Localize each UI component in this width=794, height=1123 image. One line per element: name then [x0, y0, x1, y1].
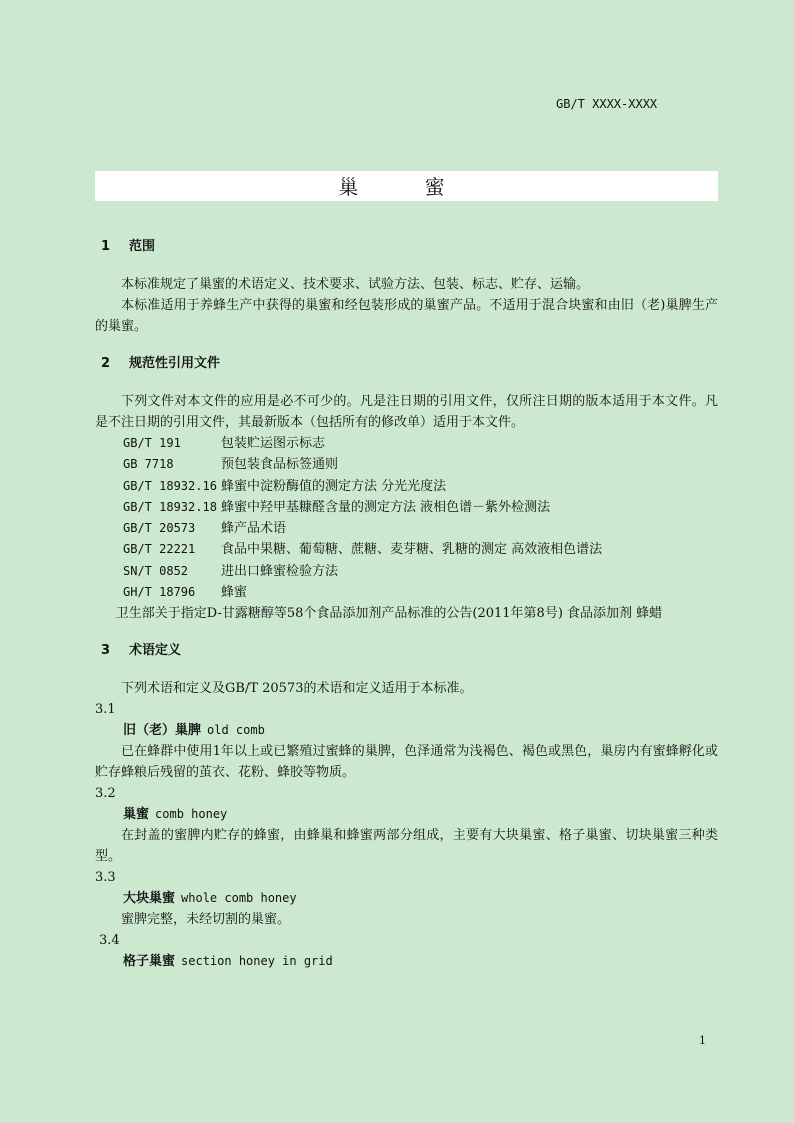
- term-title: [95, 951, 718, 972]
- term-definition: 已在蜂群中使用1年以上或已繁殖过蜜蜂的巢脾，色泽通常为浅褐色、褐色或黑色，巢房内有蜜蜂孵化或贮存蜂粮后残留的茧衣、花粉、蜂胶等物质。: [95, 744, 718, 781]
- paragraph: 本标准规定了巢蜜的术语定义、技术要求、试验方法、包装、标志、贮存、运输。: [121, 277, 590, 292]
- reference-name: 食品中果糖、葡萄糖、蔗糖、麦芽糖、乳糖的测定 高效液相色谱法: [221, 542, 603, 558]
- term-cn: 大块巢蜜: [123, 891, 176, 907]
- reference-name: 预包装食品标签通则: [221, 457, 339, 473]
- reference-item: [95, 518, 718, 539]
- reference-name: 蜂产品术语: [221, 521, 287, 537]
- document-body: [95, 238, 718, 972]
- term-en: comb honey: [155, 807, 228, 822]
- term-number: 3.3: [95, 870, 116, 886]
- reference-code: GB 7718: [123, 457, 174, 472]
- term-en: old comb: [207, 723, 265, 738]
- reference-name: 进出口蜂蜜检验方法: [221, 563, 339, 579]
- section-title: 范围: [129, 239, 156, 254]
- section-title: 术语定义: [129, 643, 182, 659]
- standard-number: GB/T XXXX-XXXX: [556, 97, 658, 111]
- paragraph: 下列术语和定义及GB/T 20573的术语和定义适用于本标准。: [121, 681, 473, 697]
- reference-item: [95, 497, 718, 518]
- reference-code: GB/T 191: [123, 436, 181, 450]
- reference-item: [95, 433, 718, 454]
- reference-item: [95, 582, 718, 603]
- term-en: whole comb honey: [181, 891, 297, 906]
- section-title: 规范性引用文件: [129, 356, 221, 371]
- section-number: 3: [101, 643, 111, 659]
- section-heading-terms: [95, 642, 718, 660]
- term-en: section honey in grid: [181, 954, 333, 969]
- term-cn: 格子巢蜜: [123, 954, 176, 970]
- term-title: [95, 804, 718, 825]
- reference-name: 蜂蜜中羟甲基糠醛含量的测定方法 液相色谱－紫外检测法: [221, 499, 551, 515]
- term-number: 3.1: [95, 702, 116, 718]
- document-title: 巢 蜜: [95, 171, 718, 201]
- reference-name: 包装贮运图示标志: [221, 436, 326, 451]
- term-definition: 蜜脾完整，未经切割的巢蜜。: [121, 912, 291, 928]
- term-title: [95, 720, 718, 741]
- term-number: 3.4: [99, 933, 120, 949]
- term-definition: 在封盖的蜜脾内贮存的蜂蜜，由蜂巢和蜂蜜两部分组成，主要有大块巢蜜、格子巢蜜、切块巢蜜三种类型。: [95, 828, 718, 865]
- section-number: 1: [101, 239, 111, 254]
- reference-name: 蜂蜜中淀粉酶值的测定方法 分光光度法: [221, 478, 447, 494]
- paragraph: 下列文件对本文件的应用是必不可少的。凡是注日期的引用文件，仅所注日期的版本适用于本文件。凡是不注日期的引用文件，其最新版本（包括所有的修改单）适用于本文件。: [95, 394, 718, 430]
- reference-list: [95, 433, 718, 603]
- paragraph: 本标准适用于养蜂生产中获得的巢蜜和经包装形成的巢蜜产品。不适用于混合块蜜和由旧（老)巢脾生产的巢蜜。: [95, 298, 718, 334]
- notice-paragraph: 卫生部关于指定D-甘露糖醇等58个食品添加剂产品标准的公告(2011年第8号) 食品添加剂 蜂蜡: [115, 606, 663, 622]
- reference-code: SN/T 0852: [123, 563, 189, 578]
- reference-code: GB/T 18932.18: [123, 499, 217, 514]
- reference-item: [95, 454, 718, 475]
- term-cn: 旧（老）巢脾: [123, 723, 202, 739]
- term-number: 3.2: [95, 786, 116, 802]
- reference-item: [95, 561, 718, 582]
- term-title: [95, 888, 718, 909]
- section-heading-scope: [95, 238, 718, 256]
- reference-code: GB/T 18932.16: [123, 478, 217, 493]
- reference-code: GB/T 20573: [123, 521, 196, 536]
- page-number: 1: [699, 1034, 706, 1047]
- reference-item: [95, 539, 718, 560]
- reference-item: [95, 476, 718, 497]
- term-cn: 巢蜜: [123, 807, 150, 823]
- section-number: 2: [101, 356, 111, 371]
- reference-code: GH/T 18796: [123, 585, 196, 600]
- reference-name: 蜂蜜: [221, 585, 248, 601]
- section-heading-references: [95, 355, 718, 373]
- reference-code: GB/T 22221: [123, 542, 196, 557]
